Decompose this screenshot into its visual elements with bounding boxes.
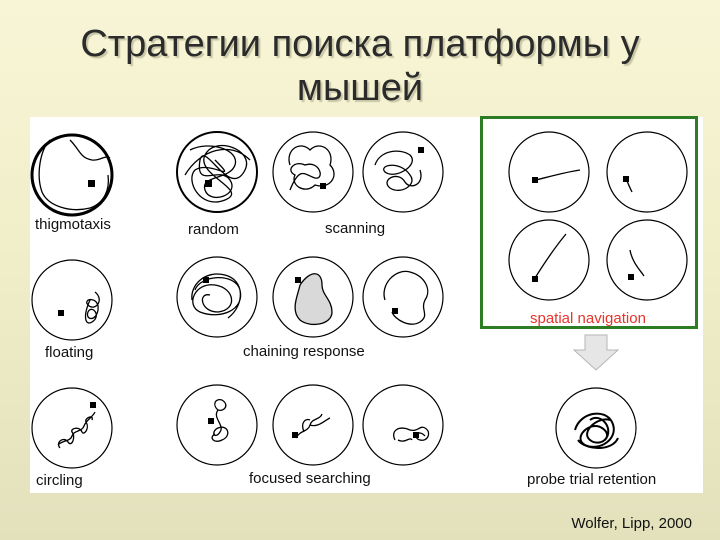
chaining-arena-3 bbox=[363, 257, 443, 337]
focused-arena-1 bbox=[177, 385, 257, 465]
circling-arena bbox=[32, 388, 112, 468]
down-arrow-icon bbox=[574, 335, 618, 370]
label-spatial-navigation: spatial navigation bbox=[530, 310, 646, 327]
floating-arena bbox=[32, 260, 112, 340]
spatial-navigation-highlight bbox=[480, 116, 698, 329]
label-random: random bbox=[188, 221, 239, 238]
title-line-1: Стратегии поиска платформы у bbox=[80, 23, 640, 65]
chaining-arena-2 bbox=[273, 257, 353, 337]
chaining-arena-1 bbox=[177, 257, 257, 337]
title-line-2: мышей bbox=[296, 67, 424, 109]
scanning-arena-2 bbox=[363, 132, 443, 212]
label-probe-trial-retention: probe trial retention bbox=[527, 471, 657, 488]
thigmotaxis-arena bbox=[32, 135, 112, 215]
label-floating: floating bbox=[45, 344, 94, 361]
focused-arena-3 bbox=[363, 385, 443, 465]
label-circling: circling bbox=[36, 472, 83, 489]
probe-arena bbox=[556, 388, 636, 468]
label-scanning: scanning bbox=[325, 220, 386, 237]
scanning-arena-1 bbox=[273, 132, 353, 212]
citation: Wolfer, Lipp, 2000 bbox=[571, 515, 692, 532]
label-chaining-response: chaining response bbox=[243, 343, 365, 360]
random-arena bbox=[177, 132, 257, 212]
label-thigmotaxis: thigmotaxis bbox=[35, 216, 111, 233]
label-focused-searching: focused searching bbox=[249, 470, 371, 487]
focused-arena-2 bbox=[273, 385, 353, 465]
